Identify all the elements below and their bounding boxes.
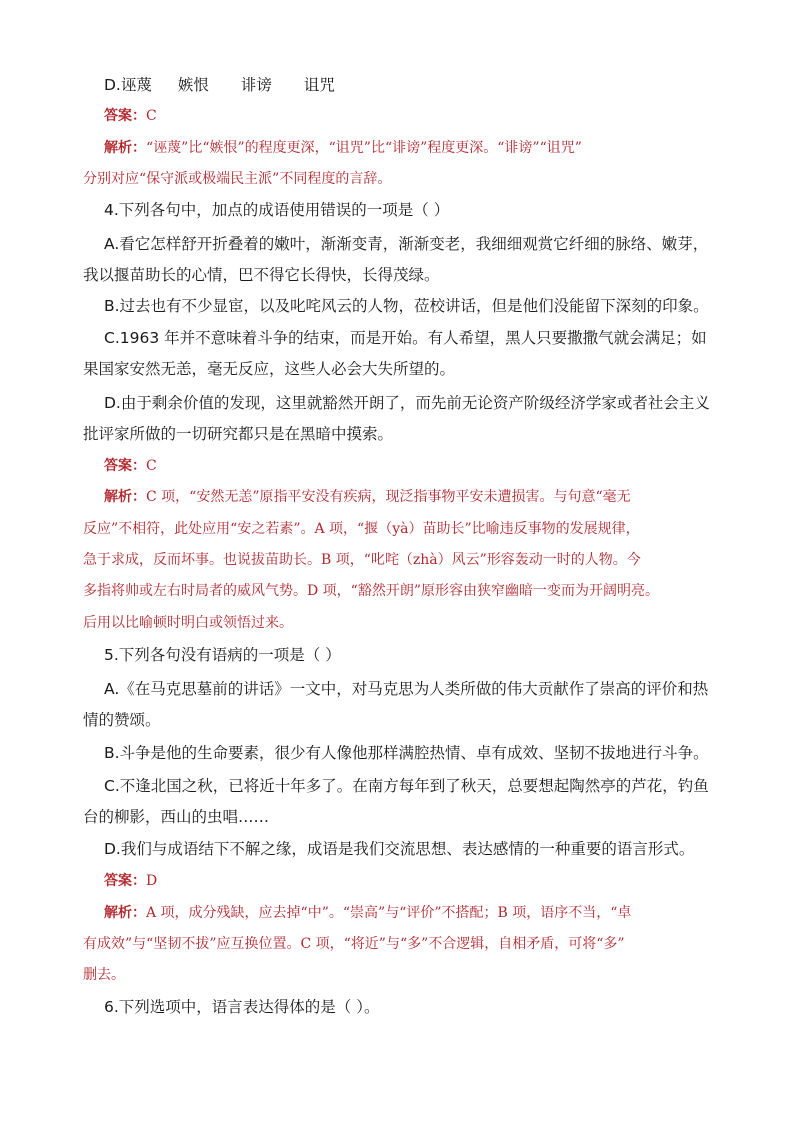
- q4-analysis-line-4: 多指将帅或左右时局者的威风气势。D 项，“豁然开朗”原形容由狭窄幽暗一变而为开阔明亮。: [83, 583, 659, 599]
- q5-answer-value: D: [146, 873, 158, 889]
- q4-answer-label: 答案：: [104, 458, 146, 474]
- q4-analysis-line-5: 后用以比喻顿时明白或领悟过来。: [83, 615, 293, 631]
- q3-option-d-word-1: 诬蔑: [120, 76, 152, 94]
- q5-analysis-line-2: 有成效”与“坚韧不拔”应互换位置。C 项，“将近”与“多”不合逻辑，自相矛盾，可将“多”: [83, 936, 625, 952]
- q3-answer: [104, 105, 157, 127]
- q3-analysis-line-2: 分别对应“保守派或极端民主派”不同程度的言辞。: [83, 171, 392, 187]
- q3-answer-label: 答案：: [104, 108, 146, 124]
- q5-answer: [104, 870, 157, 892]
- q5-analysis-text-1: A 项，成分残缺，应去掉“中”。“崇高”与“评价”不搭配；B 项，语序不当，“卓: [146, 905, 632, 921]
- q4-option-a-line-1: A.看它怎样舒开折叠着的嫩叶，渐渐变青，渐渐变老，我细细观赏它纤细的脉络、嫩芽，: [104, 235, 709, 253]
- q5-option-a-line-1: A.《在马克思墓前的讲话》一文中，对马克思为人类所做的伟大贡献作了崇高的评价和热: [104, 680, 709, 698]
- q4-option-c-line-1: C.1963 年并不意味着斗争的结束，而是开始。有人希望，黑人只要撒撒气就会满足；如: [104, 329, 707, 347]
- q3-answer-value: C: [146, 108, 157, 124]
- q5-analysis-line-1: [104, 902, 631, 924]
- q5-option-d: D.我们与成语结下不解之缘，成语是我们交流思想、表达感情的一种重要的语言形式。: [104, 840, 695, 858]
- q4-option-d-line-2: 批评家所做的一切研究都只是在黑暗中摸索。: [83, 425, 394, 443]
- q3-analysis-line-1: [104, 137, 582, 159]
- q3-option-d-word-4: 诅咒: [303, 76, 335, 94]
- q3-option-d: [104, 74, 335, 96]
- q4-stem: 4.下列各句中，加点的成语使用错误的一项是（ ）: [104, 201, 450, 219]
- q4-option-c-line-2: 果国家安然无恙，毫无反应，这些人必会大失所望的。: [83, 360, 456, 378]
- q5-option-b: B.斗争是他的生命要素，很少有人像他那样满腔热情、卓有成效、坚韧不拔地进行斗争。: [104, 744, 709, 762]
- q4-answer-value: C: [146, 458, 157, 474]
- q5-analysis-label: 解析：: [104, 905, 146, 921]
- q5-stem: 5.下列各句没有语病的一项是（ ）: [104, 646, 341, 664]
- q5-answer-label: 答案：: [104, 873, 146, 889]
- q4-option-b: B.过去也有不少显宦，以及叱咤风云的人物，莅校讲话，但是他们没能留下深刻的印象。: [104, 297, 709, 315]
- q4-option-a-line-2: 我以揠苗助长的心情，巴不得它长得快，长得茂绿。: [83, 266, 440, 284]
- q3-option-d-label: D.: [104, 76, 121, 94]
- q3-analysis-label: 解析：: [104, 140, 146, 156]
- q3-option-d-word-3: 诽谤: [240, 76, 272, 94]
- q5-option-c-line-2: 台的柳影，西山的虫唱……: [83, 808, 270, 826]
- q6-stem: 6.下列选项中，语言表达得体的是（ ）。: [104, 998, 380, 1016]
- q4-analysis-line-3: 急于求成，反而坏事。也说拔苗助长。B 项，“叱咤（zhà）风云”形容轰动一时的人物。今: [83, 552, 641, 568]
- q5-analysis-line-3: 删去。: [83, 967, 125, 983]
- q5-option-a-line-2: 情的赞颂。: [83, 711, 161, 729]
- q4-answer: [104, 455, 157, 477]
- q4-option-d-line-1: D.由于剩余价值的发现，这里就豁然开朗了，而先前无论资产阶级经济学家或者社会主义: [104, 394, 710, 412]
- q4-analysis-text-1: C 项，“安然无恙”原指平安没有疾病，现泛指事物平安未遭损害。与句意“毫无: [146, 489, 631, 505]
- q5-option-c-line-1: C.不逢北国之秋，已将近十年多了。在南方每年到了秋天，总要想起陶然亭的芦花，钓鱼: [104, 777, 709, 795]
- q4-analysis-label: 解析：: [104, 489, 146, 505]
- q4-analysis-line-2: 反应”不相符，此处应用“安之若素”。A 项，“揠（yà）苗助长”比喻违反事物的发展规律，: [83, 521, 640, 537]
- q4-analysis-line-1: [104, 486, 631, 508]
- q3-option-d-word-2: 嫉恨: [177, 76, 209, 94]
- q3-analysis-text-1: “诬蔑”比“嫉恨”的程度更深，“诅咒”比“诽谤”程度更深。“诽谤”“诅咒”: [146, 140, 582, 156]
